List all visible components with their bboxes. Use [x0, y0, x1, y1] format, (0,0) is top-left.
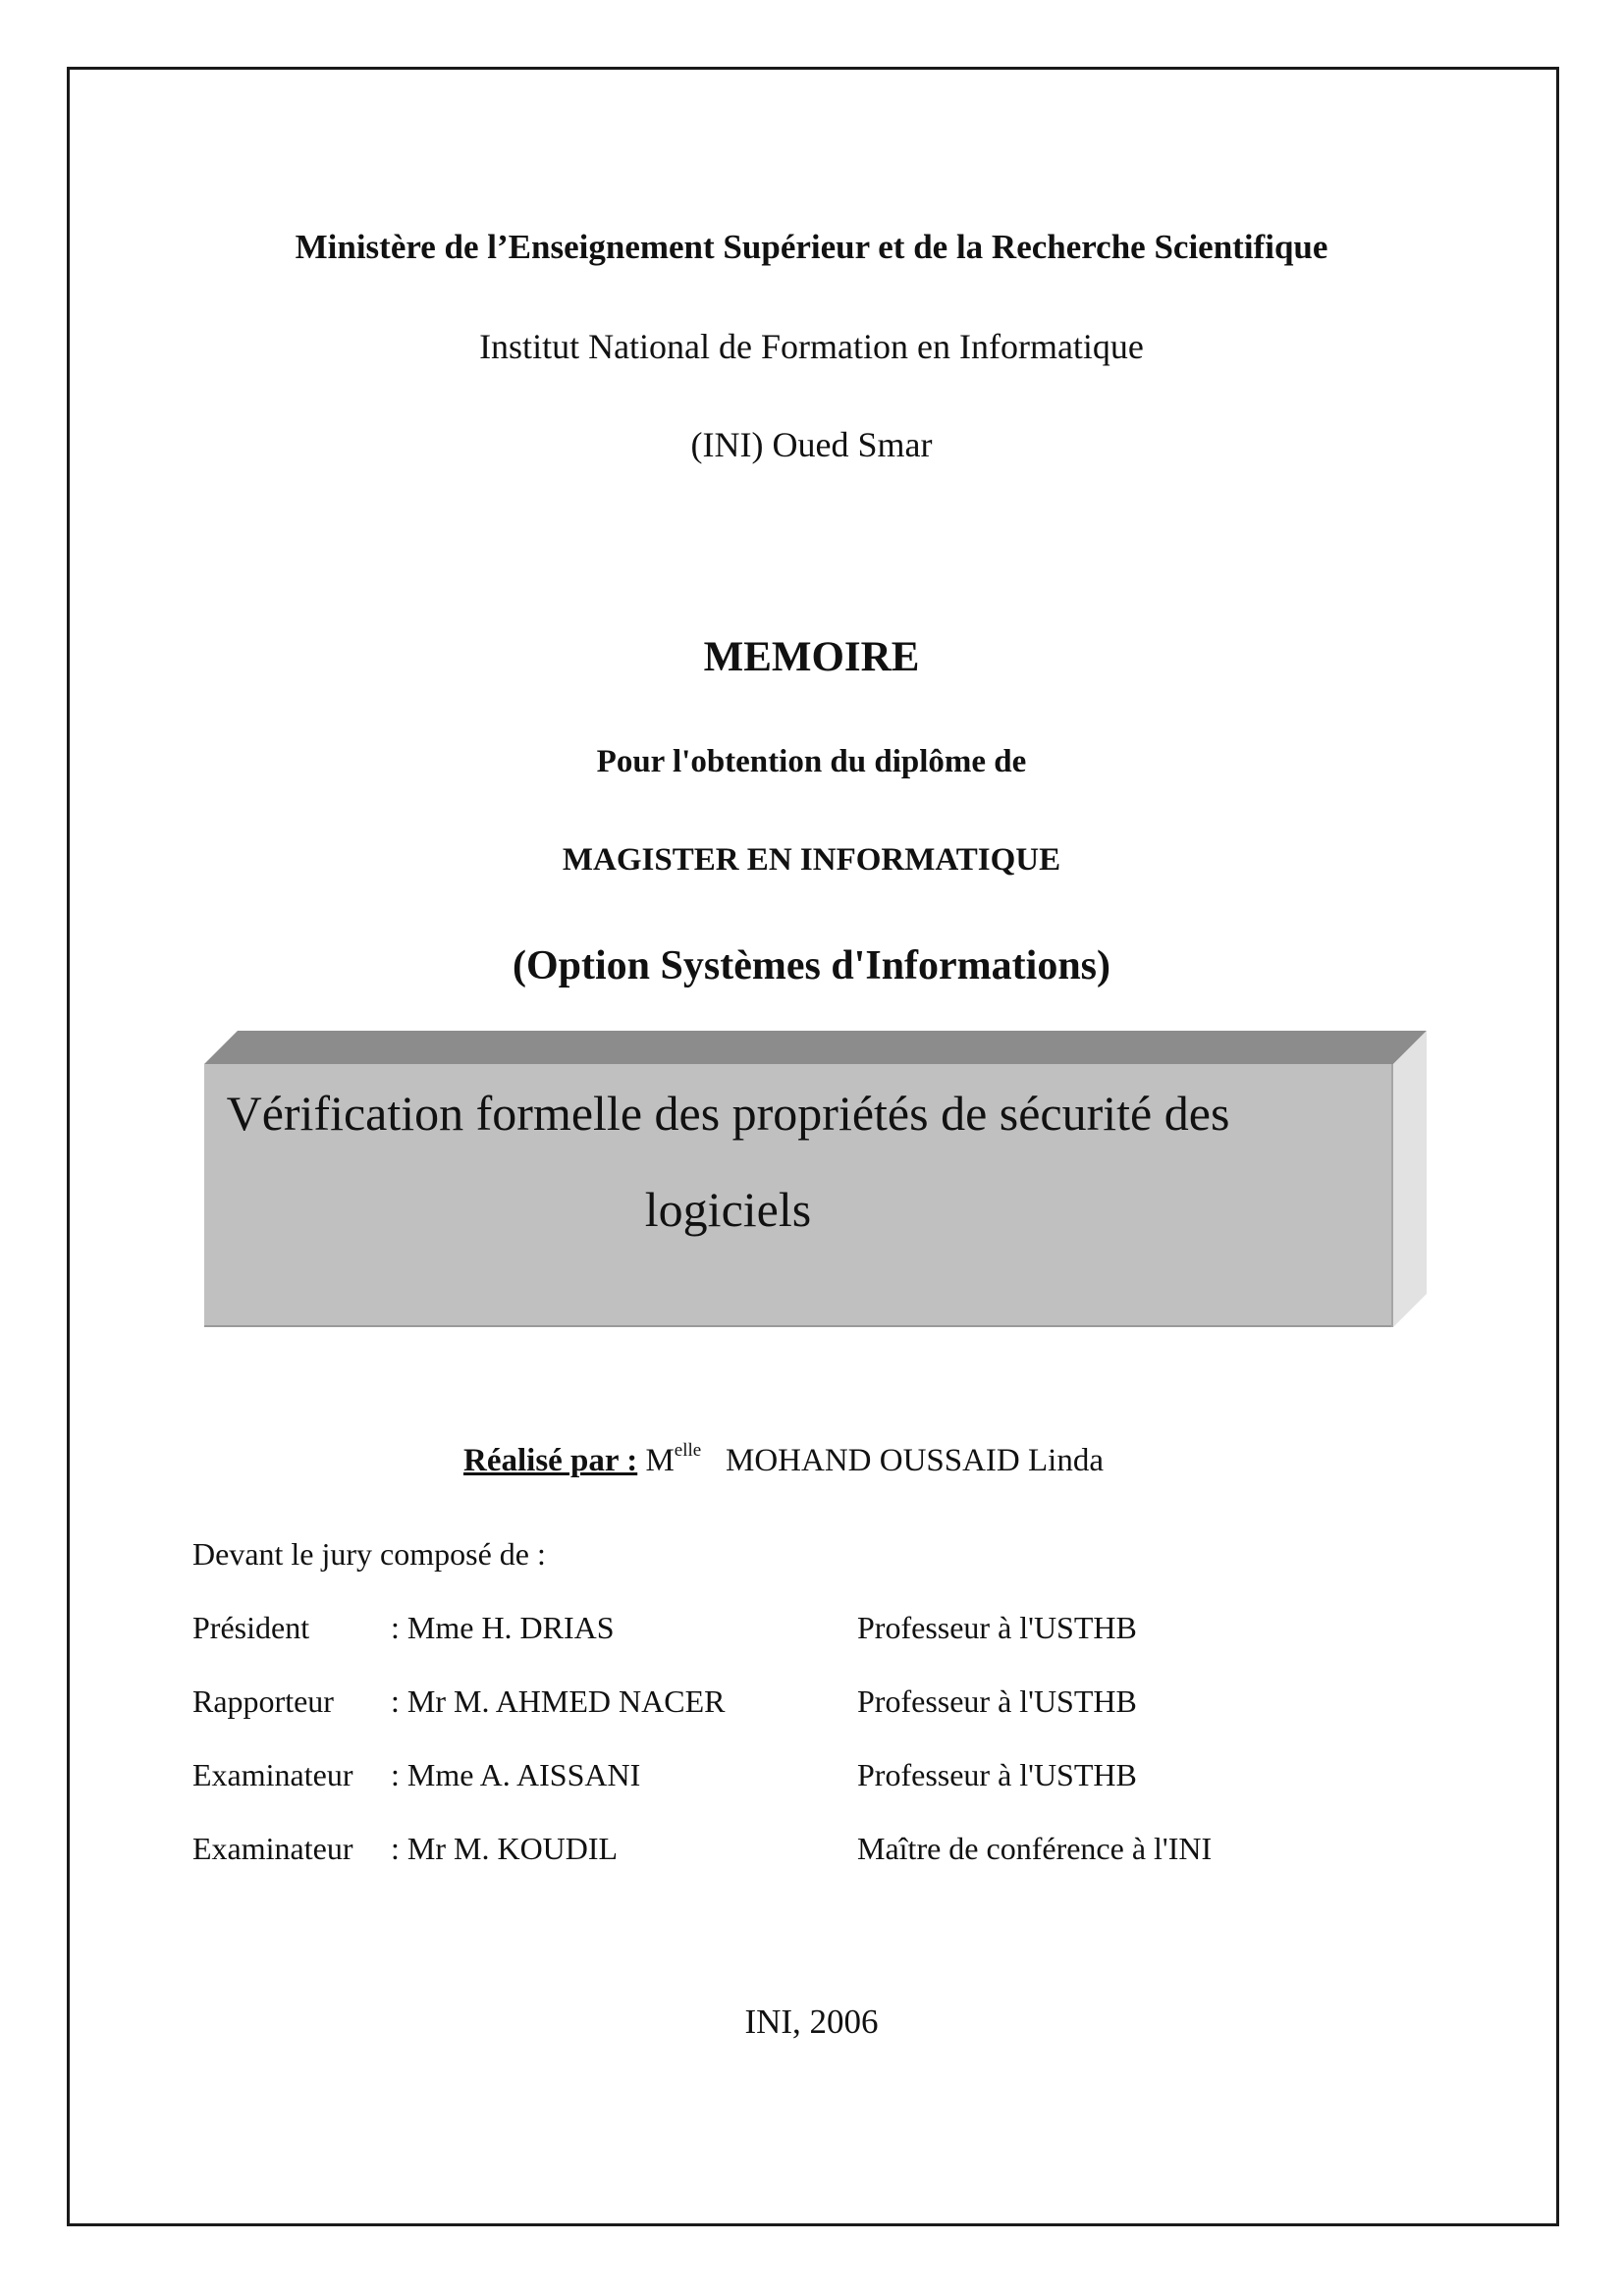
jury-member-name: : Mme A. AISSANI [391, 1757, 641, 1792]
jury-role: Examinateur [192, 1757, 353, 1792]
institute-name: Institut National de Formation en Informatique [479, 327, 1144, 366]
jury-intro: Devant le jury composé de : [192, 1536, 546, 1572]
jury-affiliation: Professeur à l'USTHB [857, 1757, 1137, 1792]
jury-member-name: : Mr M. KOUDIL [391, 1831, 619, 1866]
thesis-title [0, 1065, 1623, 1257]
author-name: MOHAND OUSSAID Linda [725, 1443, 1104, 1478]
jury-member-name: : Mr M. AHMED NACER [391, 1683, 726, 1719]
jury-row [0, 1831, 1623, 1870]
jury-row [0, 1683, 1623, 1723]
author-honorific-base: M [645, 1443, 675, 1478]
degree-option: (Option Systèmes d'Informations) [512, 943, 1111, 988]
jury-role: Rapporteur [192, 1683, 334, 1719]
jury-affiliation: Maître de conférence à l'INI [857, 1831, 1213, 1866]
author-label: Réalisé par : [463, 1443, 638, 1478]
jury-role: Examinateur [192, 1831, 353, 1866]
jury-member-name: : Mme H. DRIAS [391, 1610, 615, 1645]
jury-affiliation: Professeur à l'USTHB [857, 1683, 1137, 1719]
document-type: MEMOIRE [703, 634, 920, 680]
ministry-name: Ministère de l’Enseignement Supérieur et de la Recherche Scientifique [295, 228, 1328, 266]
author-honorific-sup: elle [674, 1440, 702, 1461]
degree-purpose: Pour l'obtention du diplôme de [596, 744, 1027, 779]
jury-row [0, 1757, 1623, 1796]
jury-row [0, 1610, 1623, 1649]
title-box-top-face [204, 1031, 1427, 1064]
author-line [463, 1440, 1104, 1479]
place-year: INI, 2006 [744, 2002, 879, 2041]
thesis-title-line-1: Vérification formelle des propriétés de sécurité des [226, 1086, 1230, 1141]
jury-role: Président [192, 1610, 310, 1645]
institute-campus: (INI) Oued Smar [690, 425, 933, 464]
jury-affiliation: Professeur à l'USTHB [857, 1610, 1137, 1645]
degree-name: MAGISTER EN INFORMATIQUE [562, 842, 1061, 878]
author-honorific [645, 1440, 702, 1478]
thesis-title-line-2: logiciels [644, 1182, 812, 1237]
